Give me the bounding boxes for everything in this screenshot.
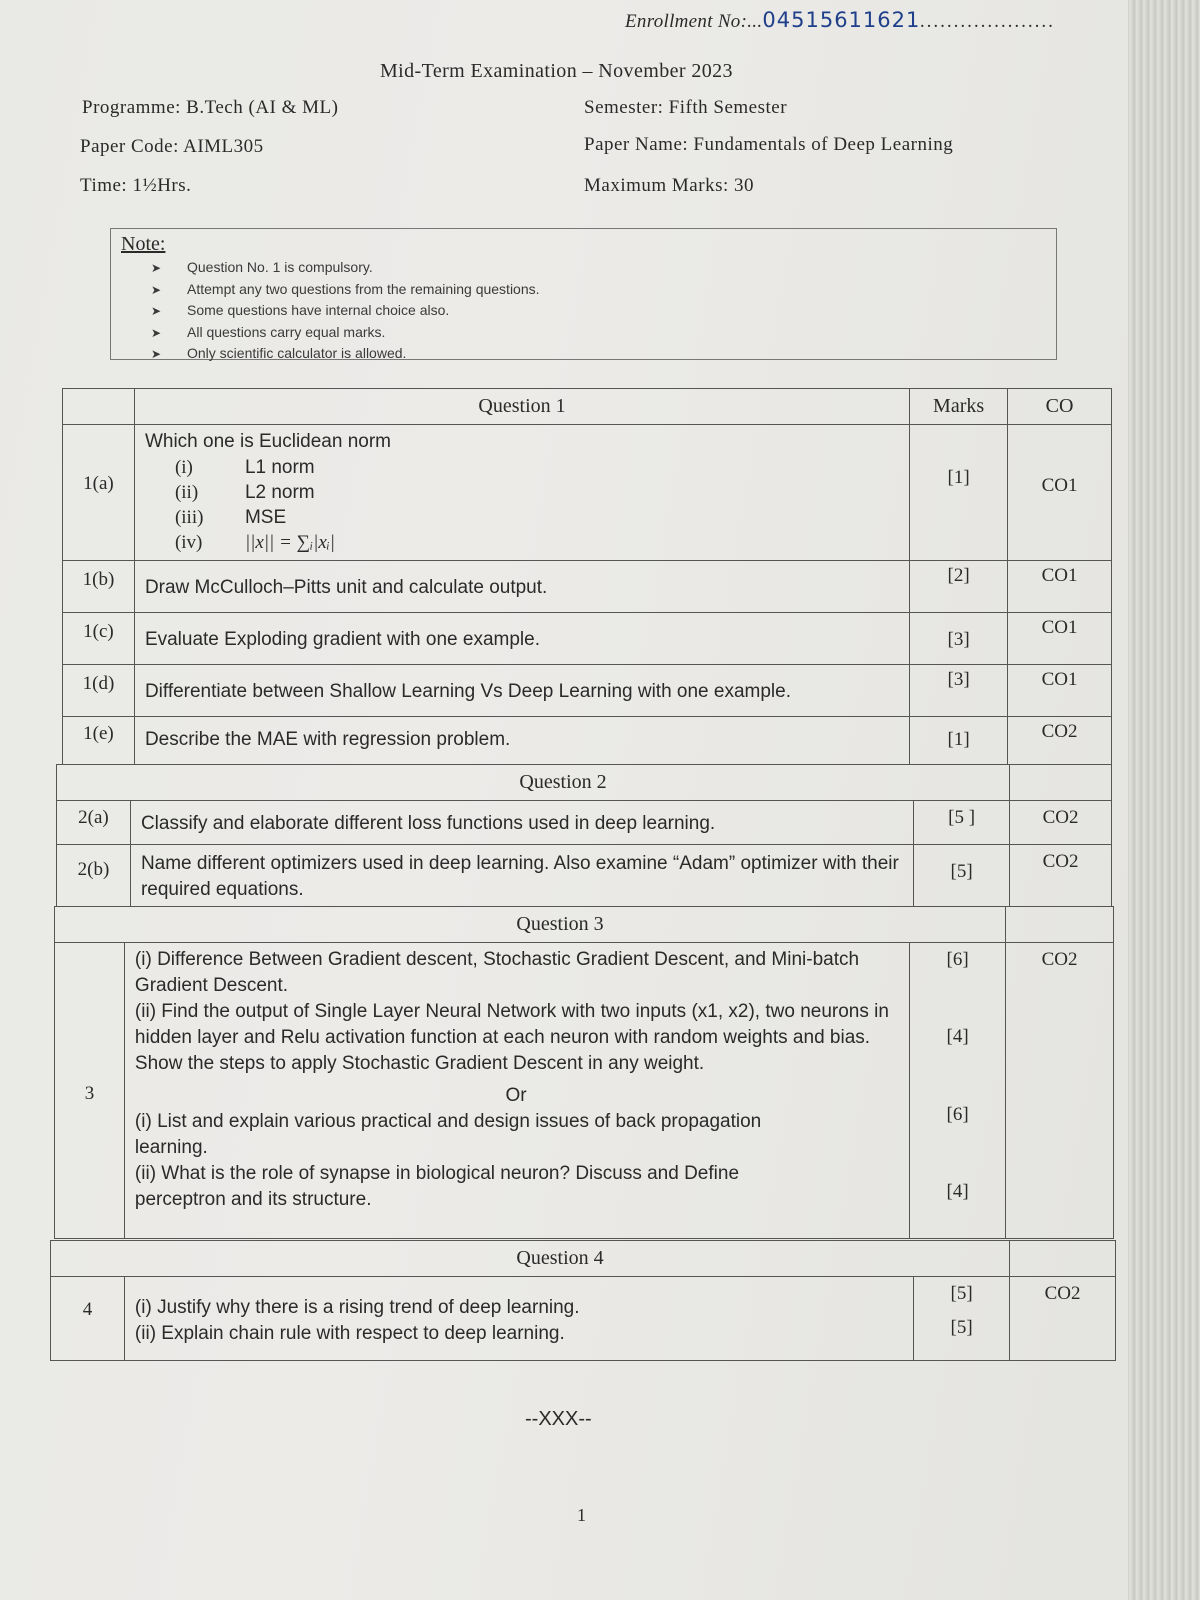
question-text: Evaluate Exploding gradient with one example.	[134, 613, 909, 665]
paper-code: Paper Code: AIML305	[80, 136, 264, 157]
question-3-part-2: (ii) Find the output of Single Layer Neural Network with two inputs (x1, x2), two neurons in hidden layer and Relu activation function at each neuron with random weights and bias. Show the steps to apply Stochastic Gradient Descent in any weight.	[134, 1001, 889, 1074]
marks-header: Marks	[910, 389, 1008, 425]
table-row	[55, 943, 1114, 1239]
list-item: ➤ Question No. 1 is compulsory.	[151, 257, 540, 279]
co-value: CO1	[1008, 665, 1112, 717]
question-4-heading: Question 4	[51, 1241, 1010, 1277]
question-text: Classify and elaborate different loss functions used in deep learning.	[130, 801, 913, 845]
question-1-table	[62, 388, 1112, 765]
table-row	[63, 561, 1112, 613]
options-list	[175, 455, 901, 555]
marks-column: [5] [5]	[914, 1277, 1010, 1361]
question-text: Name different optimizers used in deep learning. Also examine “Adam” optimizer with their required equations.	[130, 845, 913, 907]
question-number: 1(e)	[63, 717, 135, 765]
table-row	[63, 665, 1112, 717]
co-value: CO2	[1010, 1277, 1116, 1361]
list-item: (iv) ||x|| = ∑ᵢ|xᵢ|	[174, 532, 336, 553]
paper-name: Paper Name: Fundamentals of Deep Learning	[584, 134, 954, 155]
co-value: CO2	[1010, 801, 1112, 845]
enrollment-line	[625, 8, 1055, 33]
co-header: CO	[1008, 389, 1112, 425]
marks-column: [6] [4] [6] [4]	[910, 943, 1006, 1239]
table-row	[57, 801, 1112, 845]
enrollment-number: 04515611621	[762, 8, 921, 32]
question-3-table	[54, 906, 1114, 1239]
question-number: 3	[55, 943, 125, 1239]
semester: Semester: Fifth Semester	[584, 97, 788, 118]
question-text	[124, 1277, 913, 1361]
question-number: 1(b)	[63, 561, 135, 613]
marks-value: [5 ]	[914, 801, 1010, 845]
time-allowed: Time: 1½Hrs.	[80, 175, 192, 196]
co-value: CO1	[1008, 613, 1112, 665]
question-3-heading: Question 3	[55, 907, 1006, 943]
question-2-table	[56, 764, 1112, 907]
co-value: CO1	[1008, 561, 1112, 613]
question-text: Draw McCulloch–Pitts unit and calculate output.	[134, 561, 909, 613]
list-item: ➤ All questions carry equal marks.	[151, 322, 540, 344]
question-3-part-1: (i) Difference Between Gradient descent, Stochastic Gradient Descent, and Mini-batch Gradient Descent.	[134, 949, 860, 996]
enrollment-dots: ....................	[920, 11, 1056, 32]
paper-stack-edge	[1128, 0, 1200, 1600]
table-row	[57, 845, 1112, 907]
co-value: CO2	[1006, 943, 1114, 1239]
table-row	[51, 1277, 1116, 1361]
marks-value: [2]	[910, 561, 1008, 613]
marks-value: [1]	[910, 717, 1008, 765]
table-row	[63, 389, 1112, 425]
question-text: Differentiate between Shallow Learning Vs Deep Learning with one example.	[134, 665, 909, 717]
question-number: 4	[51, 1277, 125, 1361]
page-number: 1	[577, 1505, 586, 1525]
table-row	[55, 907, 1114, 943]
question-text: Describe the MAE with regression problem.	[134, 717, 909, 765]
note-label: Note:	[121, 233, 166, 255]
list-item: (ii) L2 norm	[174, 482, 315, 503]
arrow-bullet-icon: ➤	[151, 261, 162, 275]
marks-value: [3]	[910, 665, 1008, 717]
question-text: Which one is Euclidean norm (i) L1 norm (ii) L2 norm (iii) MSE (iv) ||x|| = ∑ᵢ|xᵢ|	[134, 425, 909, 561]
question-text	[124, 943, 909, 1239]
question-3-alt-2: (ii) What is the role of synapse in biological neuron? Discuss and Define perceptron and its structure.	[134, 1163, 740, 1210]
exam-title: Mid-Term Examination – November 2023	[380, 60, 733, 82]
question-number: 1(d)	[63, 665, 135, 717]
marks-value: [1]	[910, 425, 1008, 561]
table-row	[51, 1241, 1116, 1277]
arrow-bullet-icon: ➤	[151, 325, 162, 340]
note-list	[151, 257, 540, 365]
list-item: ➤ Some questions have internal choice also.	[151, 300, 540, 322]
question-1-heading: Question 1	[134, 389, 909, 425]
table-row	[57, 765, 1112, 801]
maximum-marks: Maximum Marks: 30	[584, 175, 754, 196]
arrow-bullet-icon: ➤	[151, 347, 162, 361]
note-box	[110, 228, 1057, 360]
question-number: 1(a)	[63, 425, 135, 561]
question-4-table	[50, 1240, 1116, 1361]
marks-value: [3]	[910, 613, 1008, 665]
programme: Programme: B.Tech (AI & ML)	[82, 97, 339, 118]
table-row	[63, 425, 1112, 561]
question-4-part-2: (ii) Explain chain rule with respect to deep learning.	[134, 1323, 565, 1344]
question-number: 2(a)	[57, 801, 131, 845]
marks-value: [5]	[914, 845, 1010, 907]
question-3-alt-1: (i) List and explain various practical and design issues of back propagation learning.	[134, 1111, 762, 1158]
question-number: 2(b)	[57, 845, 131, 907]
or-separator: Or	[505, 1085, 527, 1106]
table-row	[63, 613, 1112, 665]
co-value: CO2	[1008, 717, 1112, 765]
question-number: 1(c)	[63, 613, 135, 665]
arrow-bullet-icon: ➤	[151, 304, 162, 318]
enrollment-label: Enrollment No:...	[625, 11, 763, 32]
list-item: (iii) MSE	[174, 507, 287, 528]
co-value: CO1	[1008, 425, 1112, 561]
co-value: CO2	[1010, 845, 1112, 907]
list-item: (i) L1 norm	[174, 457, 315, 478]
list-item: ➤ Attempt any two questions from the remaining questions.	[151, 279, 540, 301]
table-row	[63, 717, 1112, 765]
question-4-part-1: (i) Justify why there is a rising trend of deep learning.	[134, 1297, 580, 1318]
arrow-bullet-icon: ➤	[151, 282, 162, 297]
list-item: ➤ Only scientific calculator is allowed.	[151, 343, 540, 365]
question-2-heading: Question 2	[57, 765, 1010, 801]
end-of-paper-mark: --XXX--	[525, 1408, 592, 1430]
